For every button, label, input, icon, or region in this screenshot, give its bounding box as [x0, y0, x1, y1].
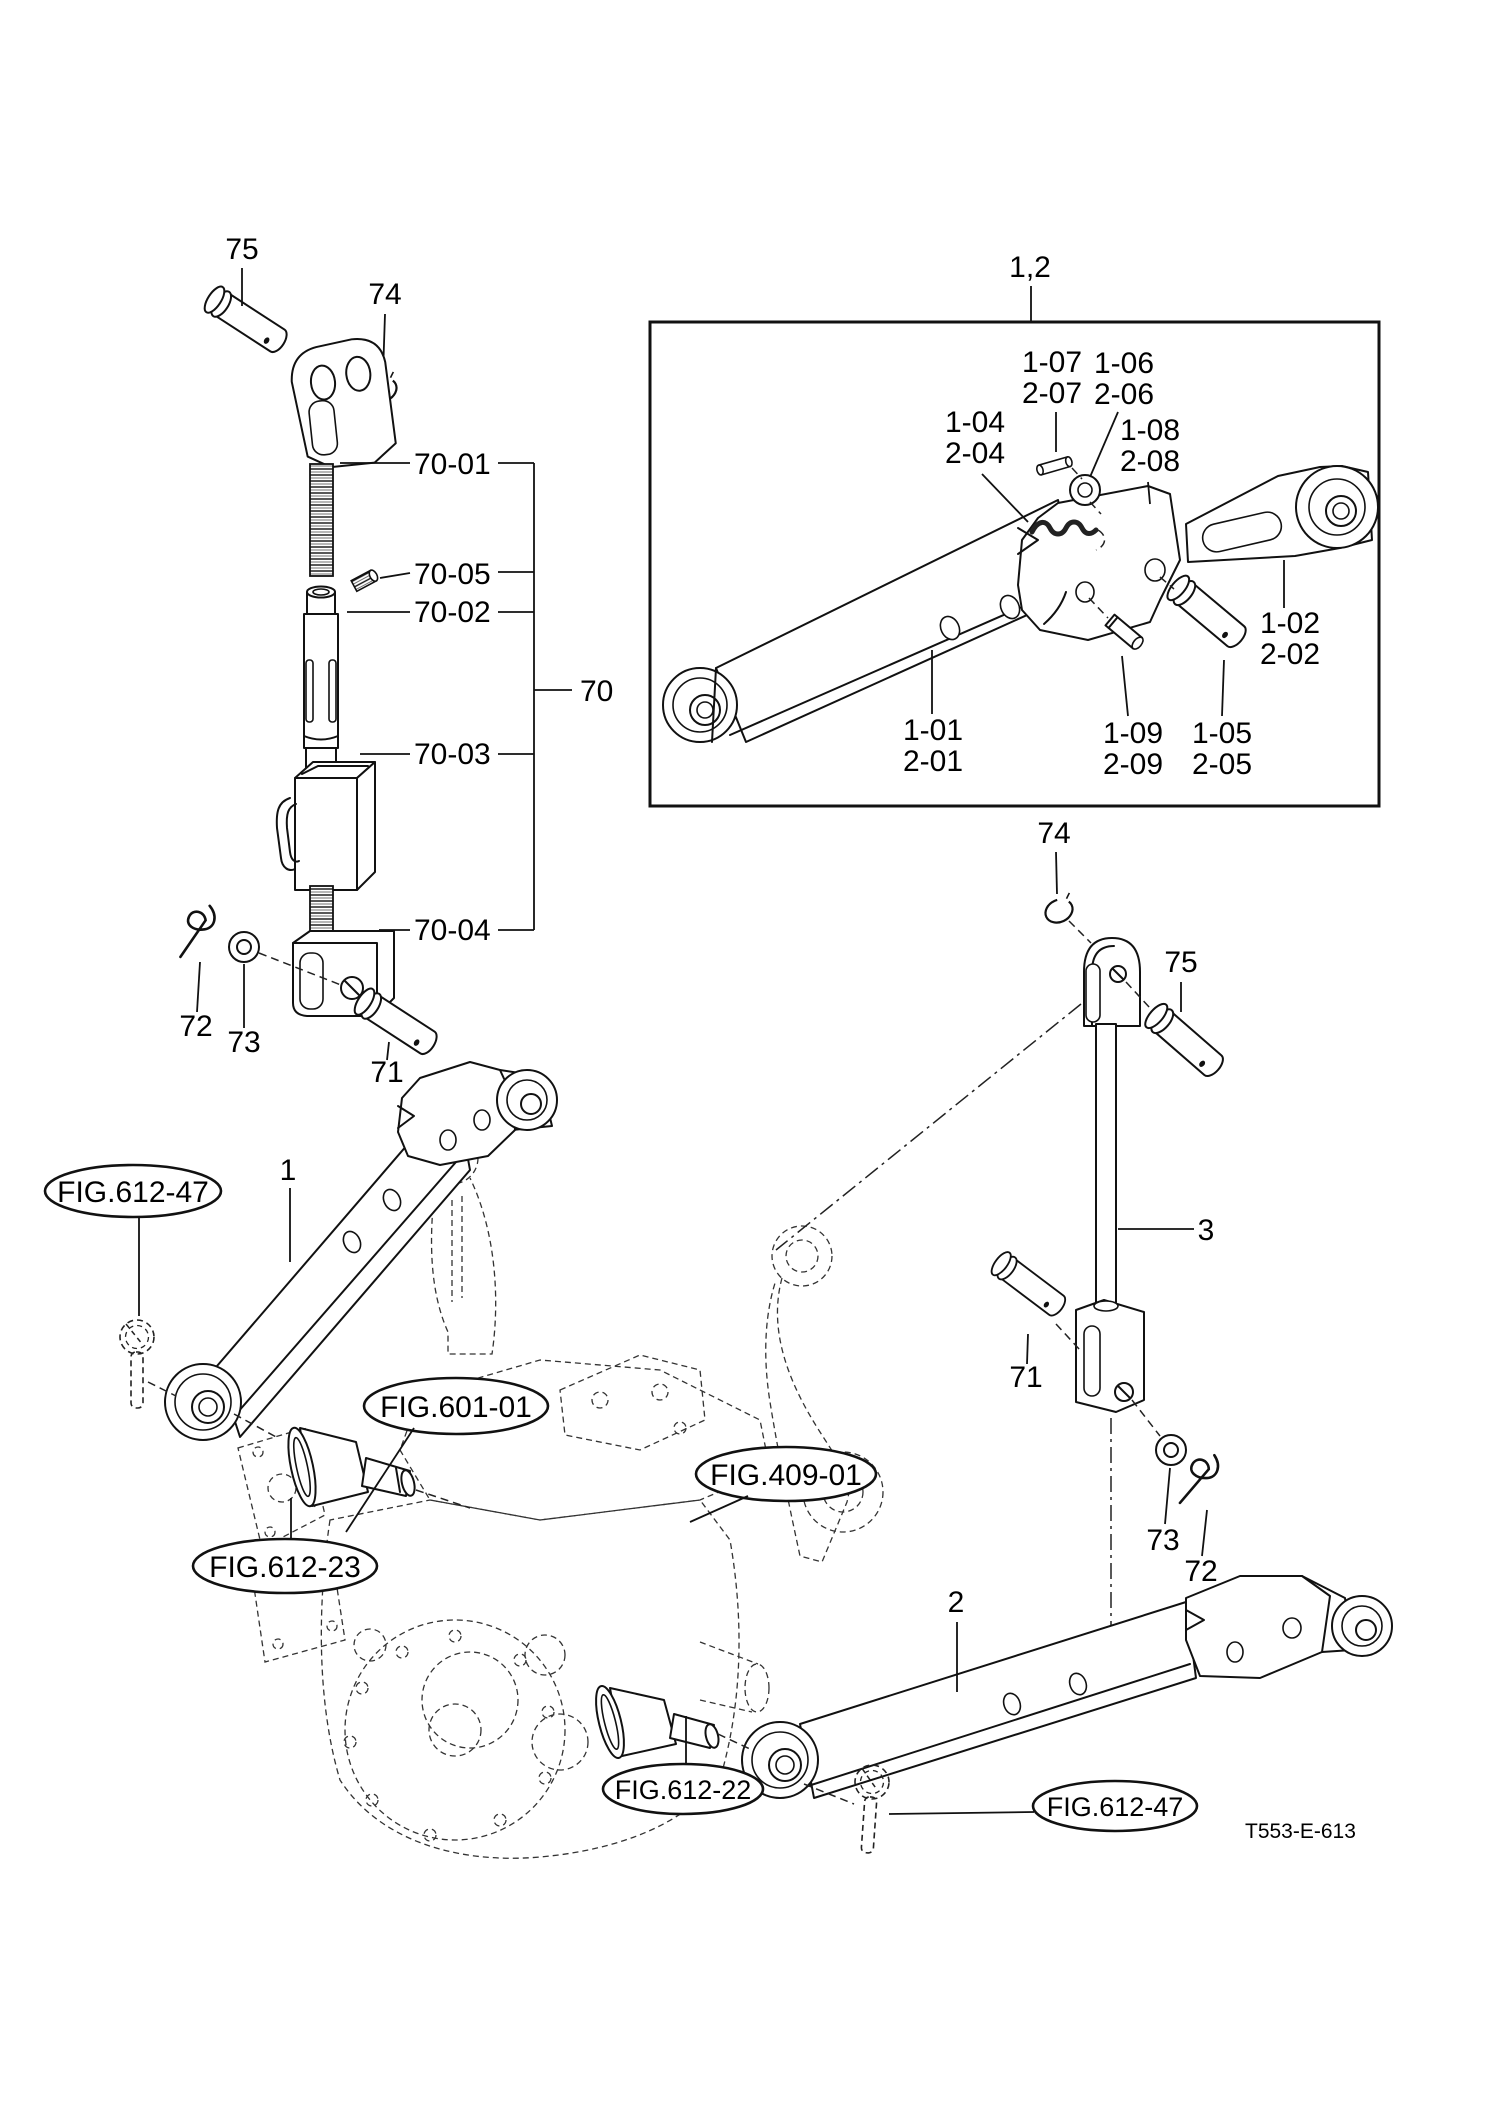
dashed-block-washer [1132, 1400, 1160, 1436]
lower-link-arm-2 [742, 1576, 1392, 1798]
part-set-screw-70-05 [351, 569, 379, 592]
label-70-02: 70-02 [414, 596, 491, 629]
label-2-05: 2-05 [1191, 748, 1253, 781]
label-rod-3: 3 [1197, 1214, 1215, 1247]
label-2-06: 2-06 [1093, 378, 1155, 411]
callout-fig-612-23 [193, 1498, 377, 1593]
cover-plate [344, 1620, 588, 1841]
lift-rod-3 [776, 817, 1228, 1666]
leader-72-right [1202, 1510, 1207, 1556]
label-70: 70 [580, 675, 614, 708]
label-71-right: 71 [1009, 1361, 1043, 1394]
clevis-pin-71-left [351, 986, 442, 1059]
washer-73-right [1156, 1435, 1186, 1465]
label-arm-2: 2 [947, 1586, 965, 1619]
right-axle-stub [700, 1642, 769, 1712]
inset-part-ball-end [1186, 466, 1378, 562]
leader-70-05 [380, 573, 410, 578]
turnbuckle-assembly [179, 233, 613, 1089]
callout-text-fig-409-01: FIG.409-01 [710, 1459, 862, 1492]
clevis-pin-71-right [988, 1249, 1070, 1320]
label-1-01: 1-01 [902, 714, 964, 747]
hitch-clip-72-left [180, 902, 217, 962]
label-1-02: 1-02 [1259, 607, 1321, 640]
label-arm-1: 1 [279, 1154, 297, 1187]
group-bracket-70 [498, 463, 572, 930]
label-74-right: 74 [1037, 817, 1071, 850]
snap-ring-74-right [1041, 893, 1079, 927]
callout-fig-612-47-left [45, 1165, 221, 1316]
inset-part-washer [1070, 475, 1100, 505]
callout-text-fig-601-01: FIG.601-01 [380, 1391, 532, 1424]
label-74-top-left: 74 [368, 278, 402, 311]
top-hitch-bracket [560, 1355, 705, 1450]
leader-72-left [197, 962, 200, 1012]
leader-74-right [1056, 852, 1057, 894]
callout-text-fig-612-47-right: FIG.612-47 [1046, 1792, 1184, 1822]
hitch-clip-72-right [1180, 1450, 1222, 1511]
lynch-pin-left [120, 1320, 154, 1408]
label-72-left: 72 [179, 1010, 213, 1043]
label-2-09: 2-09 [1102, 748, 1164, 781]
leader-73-right [1165, 1468, 1170, 1524]
part-guide-cover-70-03 [277, 762, 375, 890]
callout-fig-612-47-right [1033, 1781, 1197, 1831]
centerline-rod-to-liftarm [776, 1004, 1081, 1250]
label-2-02: 2-02 [1259, 638, 1321, 671]
label-72-right: 72 [1184, 1555, 1218, 1588]
axle-part-fig-612-23 [283, 1426, 470, 1509]
clevis-pin-75-right [1142, 1000, 1228, 1081]
callout-text-fig-612-23: FIG.612-23 [209, 1551, 361, 1584]
label-1-09: 1-09 [1102, 717, 1164, 750]
label-73-right: 73 [1146, 1524, 1180, 1557]
label-73-left: 73 [227, 1026, 261, 1059]
dashed-ring-clevis [1069, 921, 1091, 943]
label-75-right: 75 [1164, 946, 1198, 979]
inset-part-arm [663, 500, 1078, 742]
label-70-03: 70-03 [414, 738, 491, 771]
label-70-05: 70-05 [414, 558, 491, 591]
label-1-06: 1-06 [1093, 347, 1155, 380]
inset-part-clevis-pin [1164, 572, 1251, 652]
part-upper-yoke-70-01 [288, 336, 398, 576]
part-barrel-70-02 [304, 587, 338, 780]
label-1-04: 1-04 [944, 406, 1006, 439]
callout-text-fig-612-22: FIG.612-22 [614, 1775, 752, 1805]
label-75-top-left: 75 [225, 233, 259, 266]
drawing-code: T553-E-613 [1245, 1820, 1356, 1843]
callout-fig-601-01 [346, 1378, 548, 1532]
label-2-04: 2-04 [944, 437, 1006, 470]
label-inset-title: 1,2 [1009, 251, 1051, 284]
label-2-08: 2-08 [1119, 445, 1181, 478]
label-70-04: 70-04 [414, 914, 491, 947]
label-2-07: 2-07 [1021, 377, 1083, 410]
label-71-left: 71 [370, 1056, 404, 1089]
clevis-pin-75 [201, 284, 292, 357]
axle-part-fig-612-22 [590, 1683, 752, 1760]
leader-71-right [1027, 1334, 1028, 1364]
right-lift-arm [766, 1226, 883, 1562]
inset-box [650, 251, 1379, 806]
callout-text-fig-612-47-left: FIG.612-47 [57, 1176, 209, 1209]
label-1-05: 1-05 [1191, 717, 1253, 750]
inset-part-knock-pin [1036, 456, 1073, 476]
label-1-08: 1-08 [1119, 414, 1181, 447]
label-2-01: 2-01 [902, 745, 964, 778]
washer-73-left [229, 932, 259, 962]
label-1-07: 1-07 [1021, 346, 1083, 379]
label-70-01: 70-01 [414, 448, 491, 481]
leader-lynch-right [889, 1812, 1034, 1814]
